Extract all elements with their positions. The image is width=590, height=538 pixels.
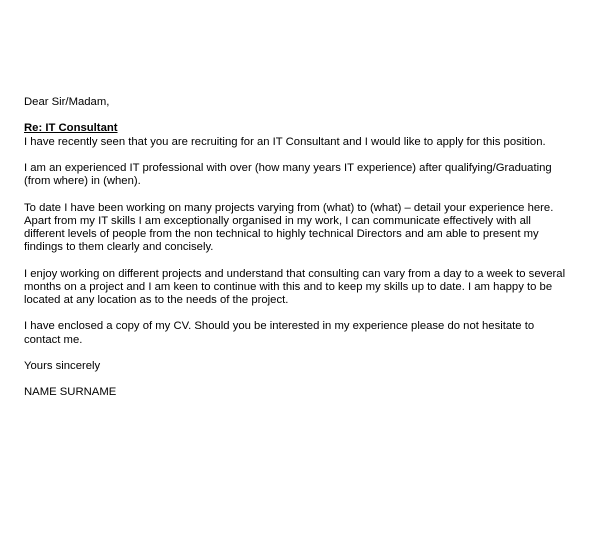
subject-line: Re: IT Consultant [24,122,118,135]
paragraph-cv: I have enclosed a copy of my CV. Should you be interested in my experience please do not hesitate to contact me. [24,320,535,346]
closing: Yours sincerely [24,359,101,372]
signature-name: NAME SURNAME [24,386,117,399]
salutation: Dear Sir/Madam, [24,96,110,108]
paragraph-experience: I am an experienced IT professional with over (how many years IT experience) after qualifying/Graduating (from where) in (when). [24,161,552,188]
opening-block [24,122,570,148]
paragraph-consulting: I enjoy working on different projects and understand that consulting can vary from a day to a week to several months on a project and I am keen to continue with this and to keep my skills up to date. I am happy to be located at any location as to the needs of the project. [24,267,566,306]
paragraph-intro: I have recently seen that you are recruiting for an IT Consultant and I would like to apply for this position. [24,135,546,148]
paragraph-projects: To date I have been working on many projects varying from (what) to (what) – detail your experience here. Apart from my IT skills I am exceptionally organised in my work, I can communicate effectively with all different levels of people from the non technical to highly technical Directors and am able to present my findings to them clearly and concisely. [24,201,554,254]
